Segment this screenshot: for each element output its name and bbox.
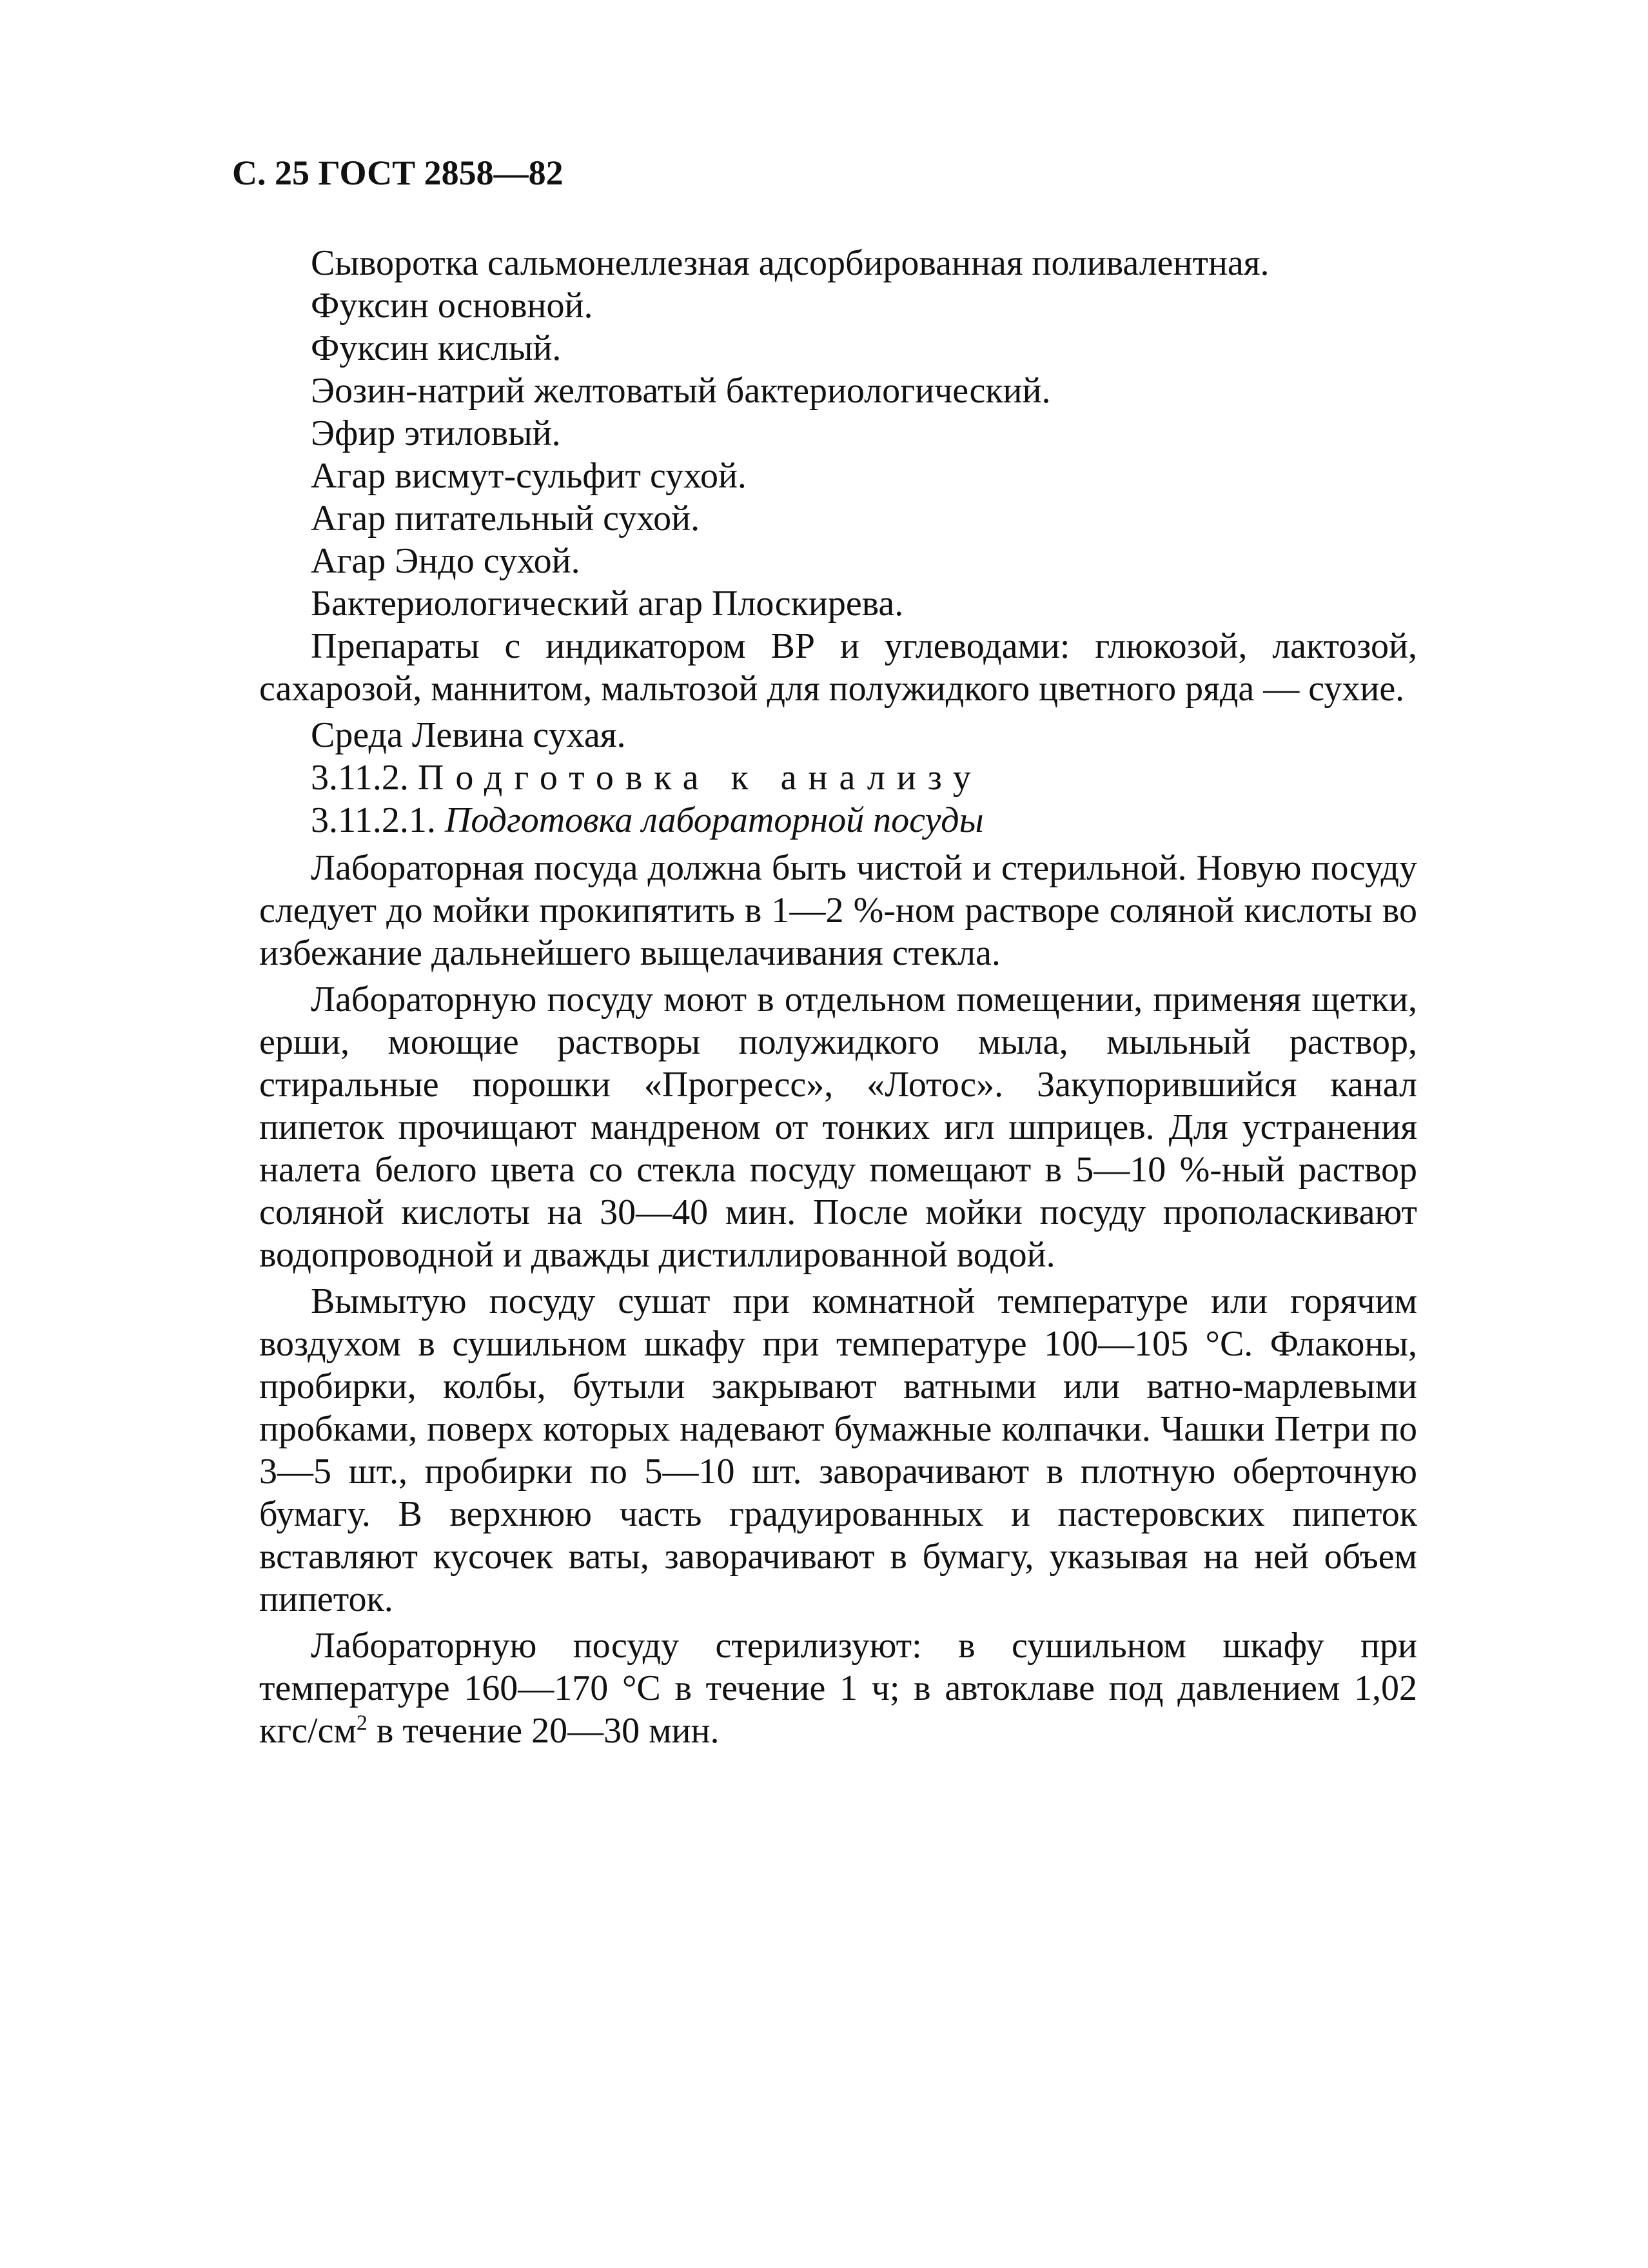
section-title: Подготовка к анализу [417,758,983,798]
paragraph-drying: Вымытую посуду сушат при комнатной температуре или горячим воздухом в сушильном шкафу при температуре 100—105 °С. Флаконы, пробирки, колбы, бутыли закрывают ватными или ватно-марлевыми пробками, поверх которых надевают бумажные колпачки. Чашки Петри по 3—5 шт., пробирки по 5—10 шт. заворачивают в плотную оберточную бумагу. В верхнюю часть градуированных и пастеровских пипеток вставляют кусочек ваты, заворачивают в бумагу, указывая на ней объем пипеток. [259,1281,1417,1619]
subsection-heading [259,799,1417,842]
reagent-line: Среда Левина сухая. [311,715,626,755]
reagent-line: Сыворотка сальмонеллезная адсорбированная поливалентная. [311,243,1270,283]
section-heading [259,756,1417,799]
reagent-line: Эфир этиловый. [311,413,561,453]
reagent-line: Фуксин кислый. [311,328,562,368]
subsection-title: Подготовка лабораторной посуды [444,800,984,840]
reagent-line: Агар питательный сухой. [311,498,700,538]
reagent-line: Агар Эндо сухой. [311,541,580,581]
paragraph-washing: Лабораторную посуду моют в отдельном помещении, применяя щетки, ерши, моющие растворы полужидкого мыла, мыльный раствор, стиральные порошки «Прогресс», «Лотос». Закупорившийся канал пипеток прочищают мандреном от тонких игл шприцев. Для устранения налета белого цвета со стекла посуду помещают в 5—10 %-ный раствор соляной кислоты на 30—40 мин. После мойки посуду прополаскивают водопроводной и дважды дистиллированной водой. [259,980,1417,1275]
paragraph-cleanliness: Лабораторная посуда должна быть чистой и стерильной. Новую посуду следует до мойки прокипятить в 1—2 %-ном растворе соляной кислоты во избежание дальнейшего выщелачивания стекла. [259,848,1417,973]
reagent-line: Фуксин основной. [311,286,593,326]
paragraph-sterilization [259,1624,1417,1752]
reagent-line: Агар висмут-сульфит сухой. [311,456,747,496]
subsection-number: 3.11.2.1. [311,800,436,840]
reagent-line: Эозин-натрий желтоватый бактериологический. [311,371,1051,411]
sterilization-text-end: в течение 20—30 мин. [367,1711,720,1751]
section-number: 3.11.2. [311,758,409,798]
reagent-line: Бактериологический агар Плоскирева. [311,584,904,624]
sterilization-text: Лабораторную посуду стерилизуют: в сушильном шкафу при температуре 160—170 °С в течение 1 ч; в автоклаве под давлением 1,02 кгс/см [259,1626,1417,1751]
superscript: 2 [356,1711,368,1735]
reagent-paragraph: Препараты с индикатором ВР и углеводами: глюкозой, лактозой, сахарозой, маннитом, мальтозой для полужидкого цветного ряда — сухие. [259,626,1417,709]
document-body [259,242,1417,1756]
page-header: С. 25 ГОСТ 2858—82 [232,153,564,192]
